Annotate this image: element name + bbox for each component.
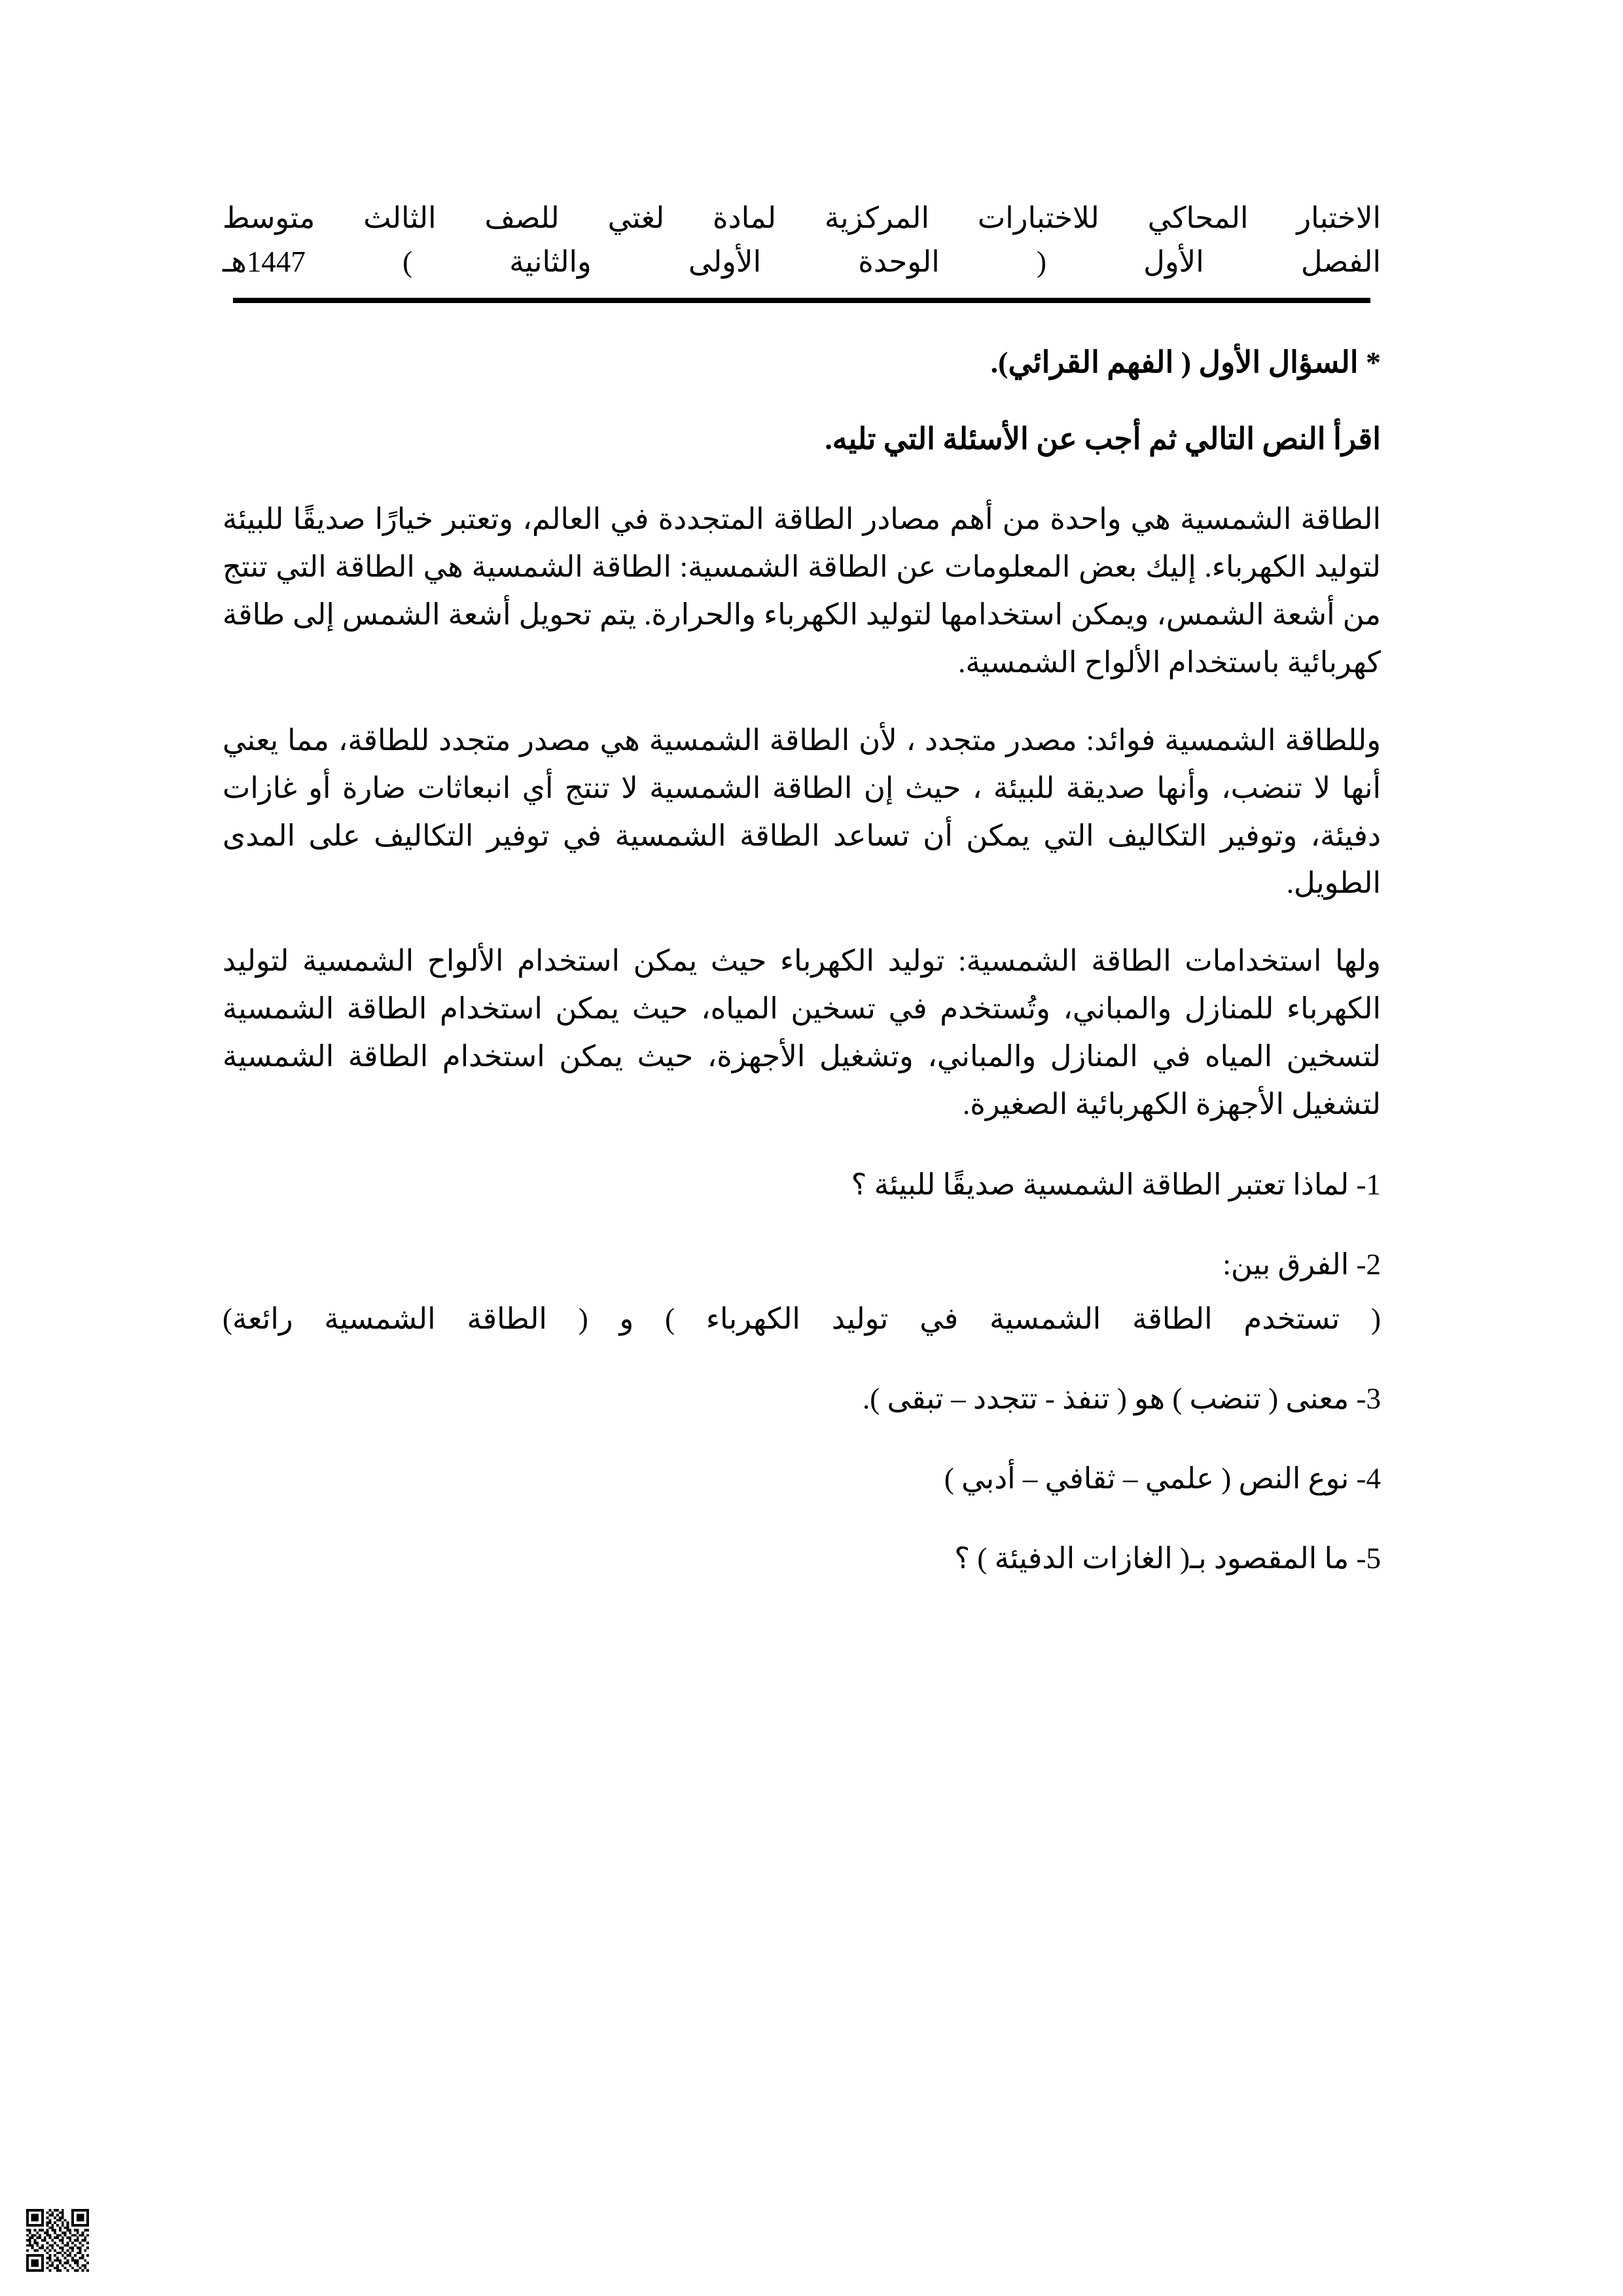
document-content bbox=[223, 196, 1381, 1581]
question-item-4: 4- نوع النص ( علمي – ثقافي – أدبي ) bbox=[944, 1462, 1381, 1495]
header-divider bbox=[233, 298, 1370, 303]
document-header bbox=[223, 196, 1381, 283]
reading-paragraph-3: ولها استخدامات الطاقة الشمسية: توليد الكهرباء حيث يمكن استخدام الألواح الشمسية لتوليد الكهرباء للمنازل والمباني، وتُستخدم في تسخين المياه، حيث يمكن استخدام الطاقة الشمسية لتسخين المياه في المنازل والمباني، وتشغيل الأجهزة، حيث يمكن استخدام الطاقة الشمسية لتشغيل الأجهزة الكهربائية الصغيرة. bbox=[223, 944, 1381, 1121]
question-item-5: 5- ما المقصود بـ( الغازات الدفيئة ) ؟ bbox=[954, 1541, 1381, 1575]
section-heading-question-one: * السؤال الأول ( الفهم القرائي). bbox=[990, 346, 1381, 380]
question-item-2: 2- الفرق بين: bbox=[1222, 1247, 1381, 1281]
header-line-1: الاختبار المحاكي للاختبارات المركزية لمادة لغتي للصف الثالث متوسط bbox=[223, 202, 1381, 234]
question-item-1: 1- لماذا تعتبر الطاقة الشمسية صديقًا للبيئة ؟ bbox=[851, 1168, 1381, 1201]
question-item-3: 3- معنى ( تنضب ) هو ( تنفذ - تتجدد – تبقى ). bbox=[862, 1382, 1381, 1416]
question-item-2-options: ( تستخدم الطاقة الشمسية في توليد الكهرباء ) و ( الطاقة الشمسية رائعة) bbox=[223, 1302, 1381, 1336]
reading-paragraph-1: الطاقة الشمسية هي واحدة من أهم مصادر الطاقة المتجددة في العالم، وتعتبر خيارًا صديقًا للبيئة لتوليد الكهرباء. إليك بعض المعلومات عن الطاقة الشمسية: الطاقة الشمسية هي الطاقة التي تنتج من أشعة الشمس، ويمكن استخدامها لتوليد الكهرباء والحرارة. يتم تحويل أشعة الشمس إلى طاقة كهربائية باستخدام الألواح الشمسية. bbox=[223, 503, 1381, 679]
qr-code bbox=[26, 2209, 89, 2272]
section-heading-instruction: اقرأ النص التالي ثم أجب عن الأسئلة التي تليه. bbox=[825, 422, 1381, 456]
reading-paragraph-2: وللطاقة الشمسية فوائد: مصدر متجدد ، لأن الطاقة الشمسية هي مصدر متجدد للطاقة، مما يعني أنها لا تنضب، وأنها صديقة للبيئة ، حيث إن الطاقة الشمسية لا تنتج أي انبعاثات ضارة أو غازات دفيئة، وتوفير التكاليف التي يمكن أن تساعد الطاقة الشمسية في توفير التكاليف على المدى الطويل. bbox=[223, 723, 1381, 900]
header-line-2: الفصل الأول ( الوحدة الأولى والثانية ) 1447هـ bbox=[223, 245, 1381, 278]
